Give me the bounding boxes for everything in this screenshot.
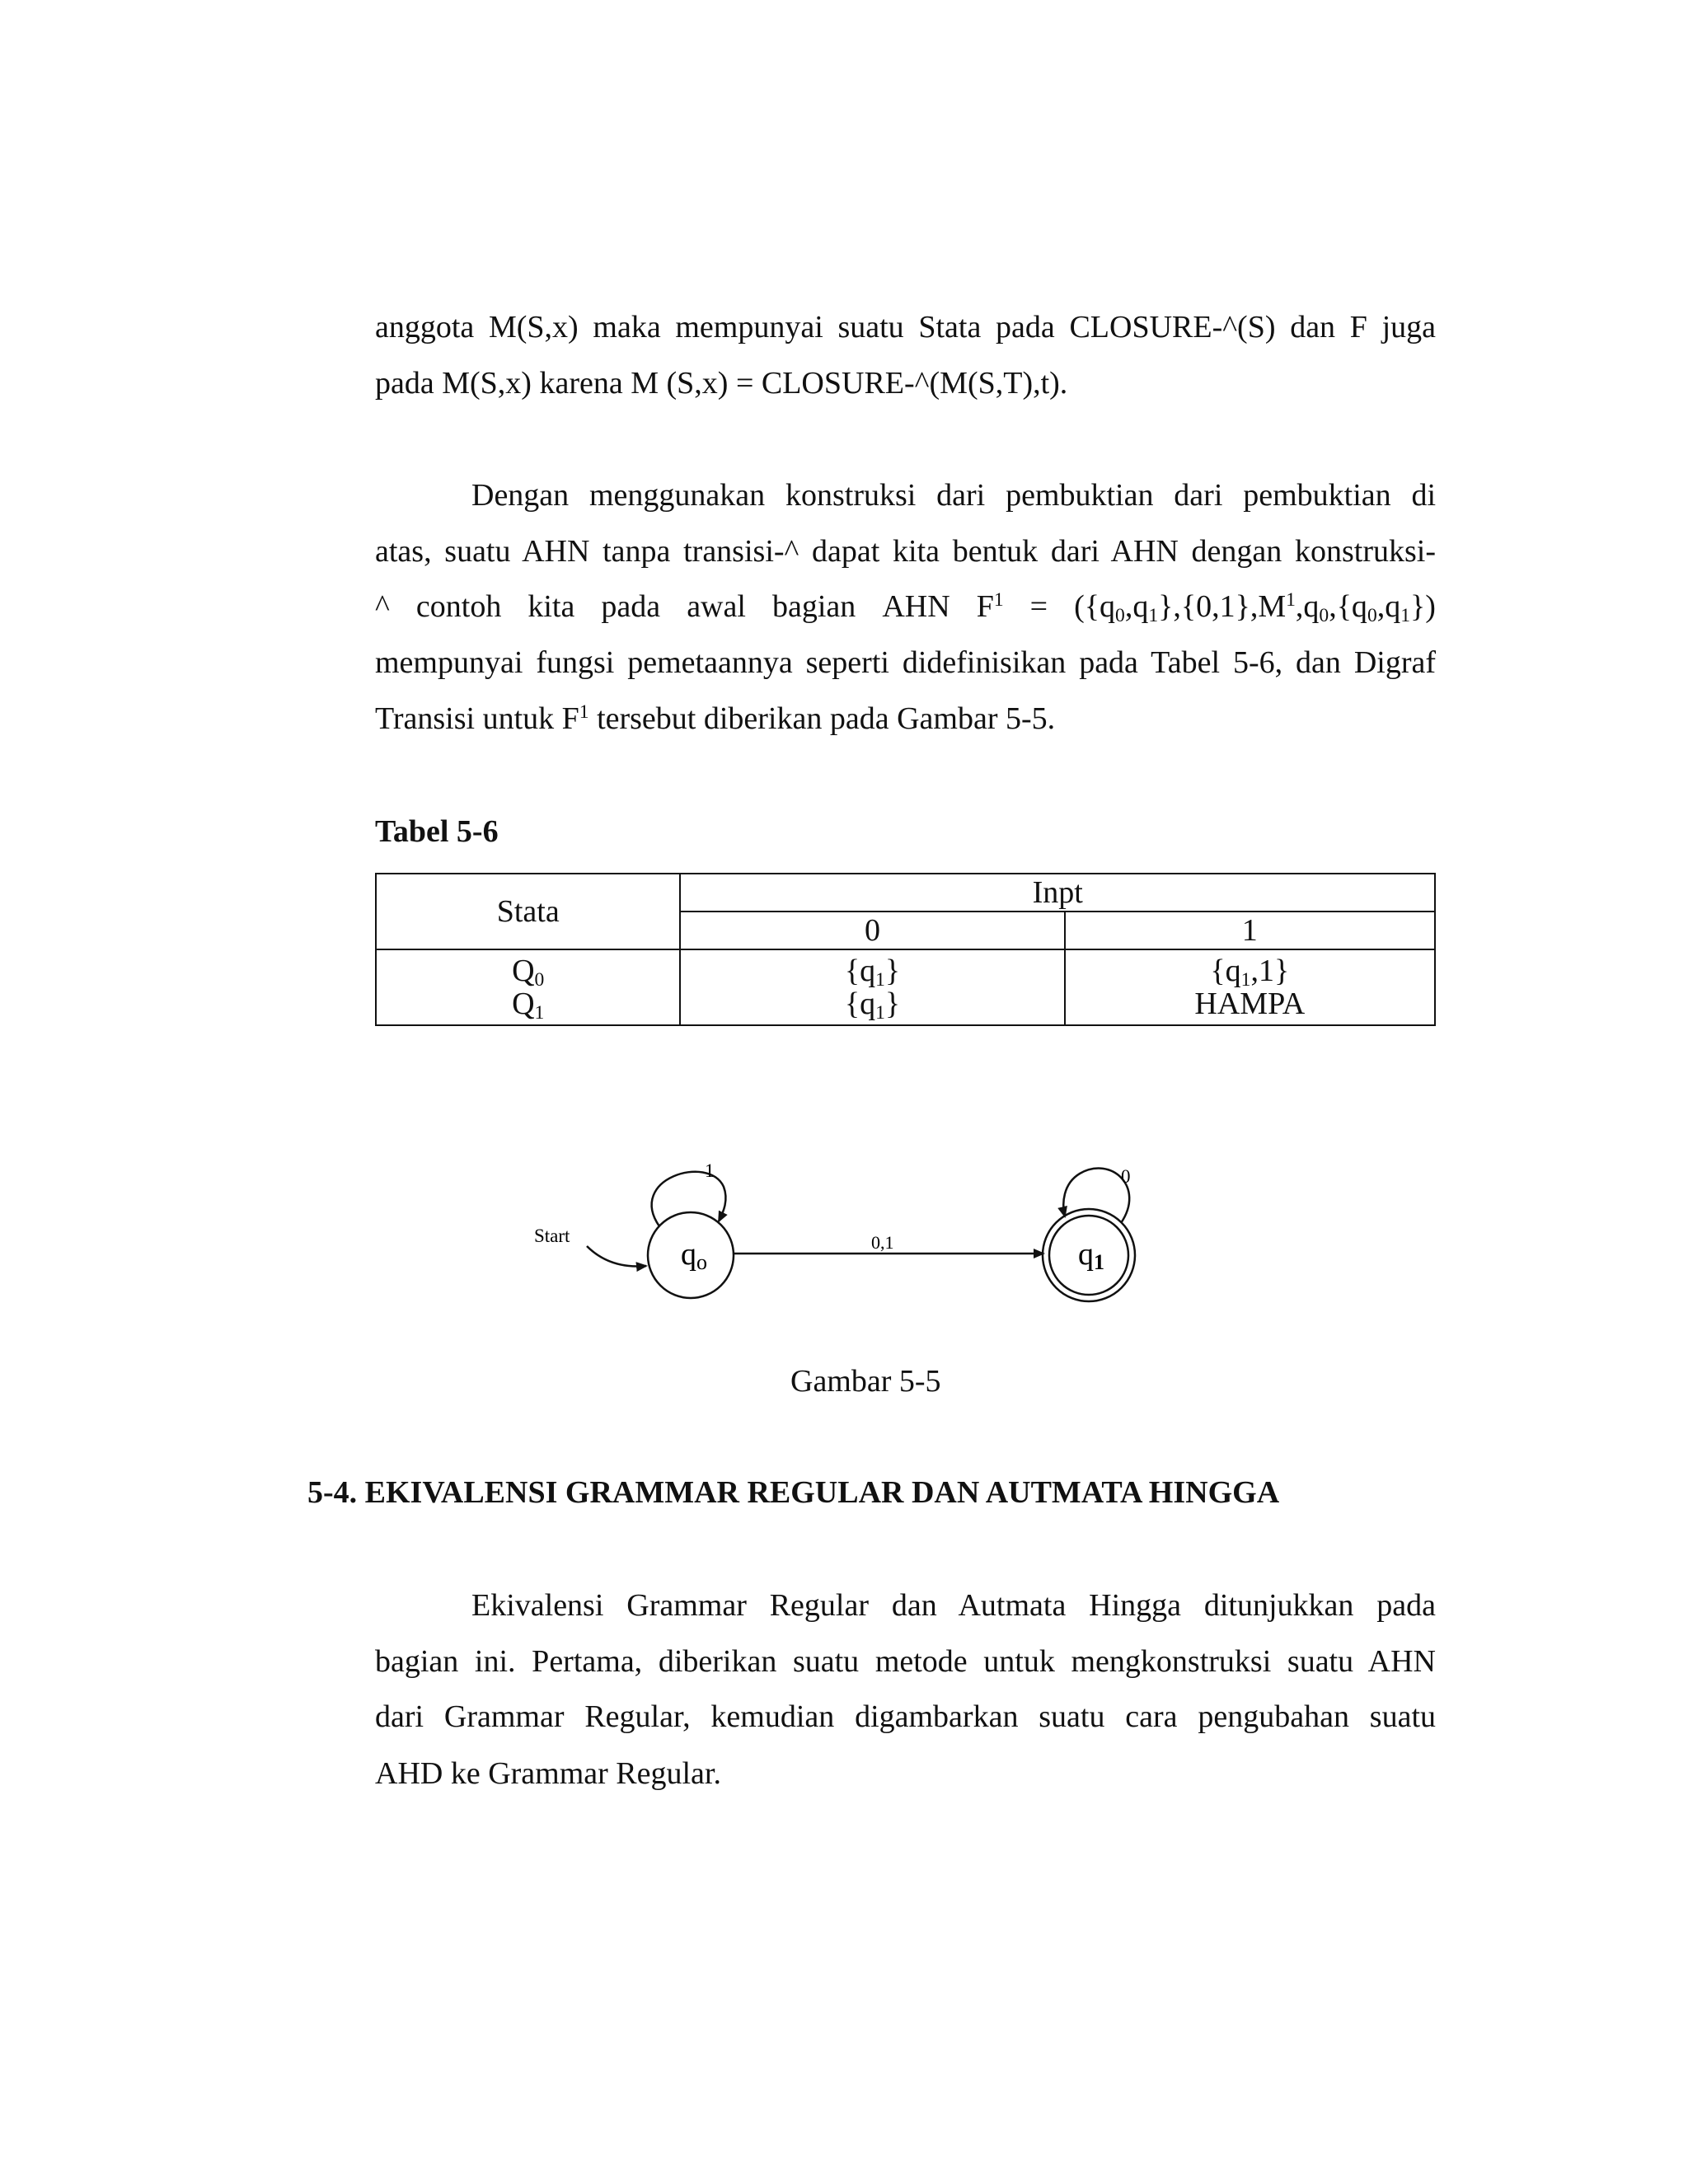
section-heading: 5-4. EKIVALENSI GRAMMAR REGULAR DAN AUTMATA HINGGA [307,1475,1280,1510]
edge-label: 0,1 [871,1232,894,1253]
para3-line3: dari Grammar Regular, kemudian digambarkan suatu cara pengubahan suatu [375,1699,1436,1734]
input1-column [1065,949,1435,1025]
header-input: Inpt [680,874,1435,912]
q1-loop-label: 0 [1121,1166,1131,1187]
f1-symbol: $F^1$ [976,589,1004,624]
q1-label: q1 [1078,1237,1104,1274]
header-stata: Stata [376,874,680,949]
state-q1: $Q_1$ [512,987,545,1024]
para2-line5: Transisi untuk $F^1$ tersebut diberikan pada Gambar 5-5. [375,701,1056,736]
word: AHN [882,589,950,624]
table-caption: Tabel 5-6 [375,814,499,849]
para3-line1: Ekivalensi Grammar Regular dan Autmata Hingga ditunjukkan pada [471,1588,1436,1623]
header-input-0: 0 [680,912,1064,949]
start-arrow [587,1246,646,1267]
para3-line4: AHD ke Grammar Regular. [375,1756,721,1791]
q0-loop-label: 1 [705,1160,715,1181]
state-column [376,949,680,1025]
para1-line1: anggota M(S,x) maka mempunyai suatu Stata pada CLOSURE-^(S) dan F juga [375,310,1436,344]
word: pada [601,589,661,624]
transition-table [375,873,1436,1026]
equals-sign: = [1029,589,1048,624]
header-input-1: 1 [1065,912,1435,949]
state-q0: $Q_0$ [512,954,545,991]
tuple-formula: $(\{q_0,q_1\},\{0,1\},M^1,q_0,\{q_0,q_1\})$ [1074,589,1436,626]
para2-line3 [375,588,1436,626]
start-label: Start [534,1226,570,1246]
word: bagian [771,589,856,624]
para1-line2: pada M(S,x) karena M (S,x) = CLOSURE-^(M(S,T),t). [375,366,1068,401]
para2-line2: atas, suatu AHN tanpa transisi-^ dapat kita bentuk dari AHN dengan konstruksi- [375,534,1436,569]
word: kita [528,589,575,624]
cell-q1-1: HAMPA [1194,987,1306,1021]
cell-q1-0: $\{q_1\}$ [844,987,901,1024]
figure-caption: Gambar 5-5 [790,1364,941,1399]
word: contoh [415,589,502,624]
para2-line4: mempunyai fungsi pemetaannya seperti didefinisikan pada Tabel 5-6, dan Digraf [375,645,1436,680]
q0-loop-arrow [652,1172,726,1226]
para2-line1: Dengan menggunakan konstruksi dari pembuktian dari pembuktian di [471,478,1436,513]
para3-line2: bagian ini. Pertama, diberikan suatu metode untuk mengkonstruksi suatu AHN [375,1644,1436,1679]
cell-q0-1: $\{q_1,1\}$ [1210,954,1290,991]
q0-label: qo [681,1237,707,1274]
input0-column [680,949,1064,1025]
word: awal [687,589,746,624]
cell-q0-0: $\{q_1\}$ [844,954,901,991]
word: ^ [375,589,390,624]
q1-loop-arrow [1063,1169,1129,1223]
